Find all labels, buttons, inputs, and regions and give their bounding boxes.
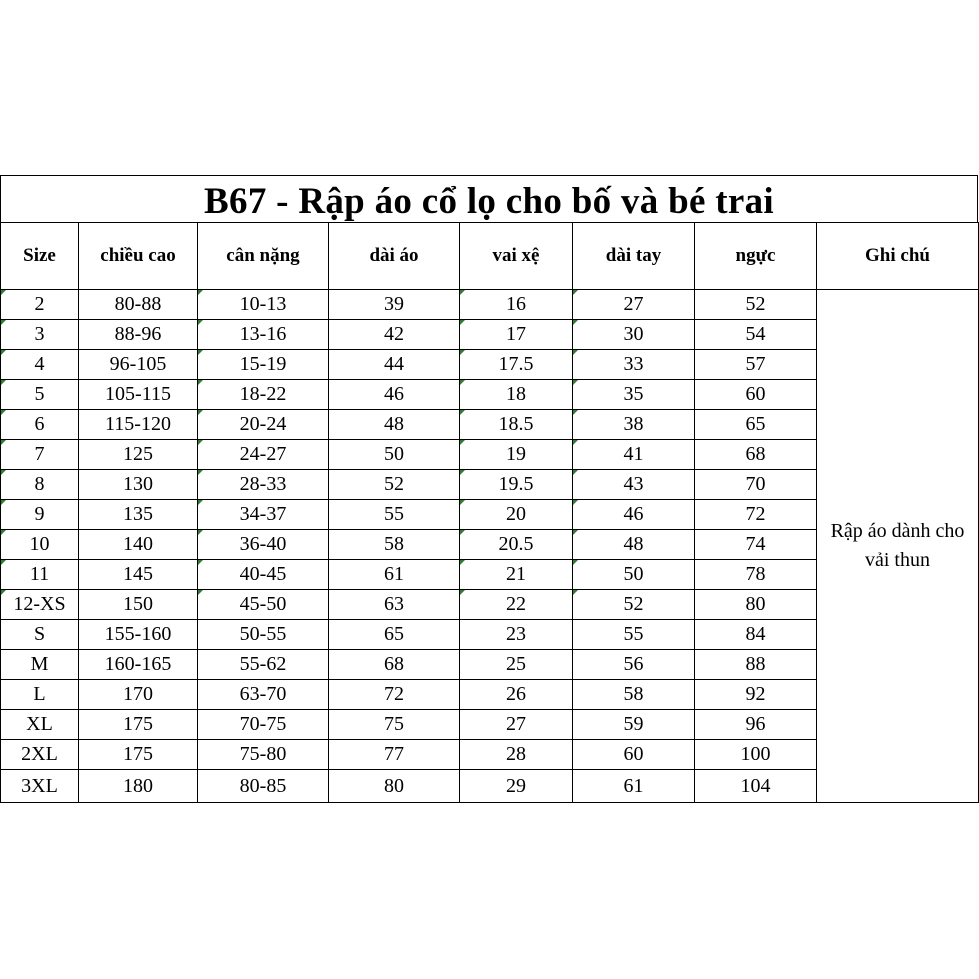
size-chart-sheet: [0, 175, 979, 805]
size-table: [0, 222, 979, 803]
height-cell: 170: [79, 680, 198, 710]
shoulder-cell: 29: [460, 770, 573, 803]
height-cell: 125: [79, 440, 198, 470]
weight-cell: 13-16: [198, 320, 329, 350]
sleeve-length-cell: 58: [573, 680, 695, 710]
height-cell: 88-96: [79, 320, 198, 350]
size-cell: 10: [1, 530, 79, 560]
size-cell: L: [1, 680, 79, 710]
weight-cell: 40-45: [198, 560, 329, 590]
height-cell: 150: [79, 590, 198, 620]
table-row: [1, 290, 979, 320]
weight-cell: 20-24: [198, 410, 329, 440]
weight-cell: 80-85: [198, 770, 329, 803]
sleeve-length-cell: 38: [573, 410, 695, 440]
shoulder-cell: 20: [460, 500, 573, 530]
chest-cell: 65: [695, 410, 817, 440]
chart-title: B67 - Rập áo cổ lọ cho bố và bé trai: [204, 180, 774, 222]
shirt-length-cell: 75: [329, 710, 460, 740]
note-text: Rập áo dành cho vải thun: [830, 520, 965, 571]
chest-cell: 78: [695, 560, 817, 590]
shoulder-cell: 18.5: [460, 410, 573, 440]
chest-cell: 104: [695, 770, 817, 803]
weight-cell: 55-62: [198, 650, 329, 680]
height-cell: 180: [79, 770, 198, 803]
size-cell: 3XL: [1, 770, 79, 803]
shirt-length-cell: 80: [329, 770, 460, 803]
sleeve-length-cell: 33: [573, 350, 695, 380]
sleeve-length-cell: 50: [573, 560, 695, 590]
sleeve-length-cell: 41: [573, 440, 695, 470]
shirt-length-cell: 44: [329, 350, 460, 380]
header-shoulder: vai xệ: [460, 223, 573, 290]
weight-cell: 24-27: [198, 440, 329, 470]
weight-cell: 36-40: [198, 530, 329, 560]
shirt-length-cell: 68: [329, 650, 460, 680]
weight-cell: 28-33: [198, 470, 329, 500]
size-cell: M: [1, 650, 79, 680]
size-cell: S: [1, 620, 79, 650]
sleeve-length-cell: 46: [573, 500, 695, 530]
shoulder-cell: 20.5: [460, 530, 573, 560]
chest-cell: 80: [695, 590, 817, 620]
sleeve-length-cell: 30: [573, 320, 695, 350]
weight-cell: 63-70: [198, 680, 329, 710]
sleeve-length-cell: 55: [573, 620, 695, 650]
table-body: [1, 290, 979, 803]
shoulder-cell: 26: [460, 680, 573, 710]
size-cell: 7: [1, 440, 79, 470]
size-cell: 12-XS: [1, 590, 79, 620]
height-cell: 175: [79, 740, 198, 770]
chest-cell: 96: [695, 710, 817, 740]
height-cell: 145: [79, 560, 198, 590]
shirt-length-cell: 77: [329, 740, 460, 770]
sleeve-length-cell: 35: [573, 380, 695, 410]
shoulder-cell: 22: [460, 590, 573, 620]
sleeve-length-cell: 56: [573, 650, 695, 680]
header-weight: cân nặng: [198, 223, 329, 290]
shoulder-cell: 21: [460, 560, 573, 590]
sleeve-length-cell: 59: [573, 710, 695, 740]
size-cell: 4: [1, 350, 79, 380]
size-cell: 6: [1, 410, 79, 440]
size-cell: 3: [1, 320, 79, 350]
shirt-length-cell: 61: [329, 560, 460, 590]
shirt-length-cell: 52: [329, 470, 460, 500]
chest-cell: 54: [695, 320, 817, 350]
shirt-length-cell: 48: [329, 410, 460, 440]
size-cell: 8: [1, 470, 79, 500]
weight-cell: 45-50: [198, 590, 329, 620]
weight-cell: 15-19: [198, 350, 329, 380]
weight-cell: 50-55: [198, 620, 329, 650]
weight-cell: 10-13: [198, 290, 329, 320]
height-cell: 115-120: [79, 410, 198, 440]
weight-cell: 18-22: [198, 380, 329, 410]
header-row: [1, 223, 979, 290]
shoulder-cell: 28: [460, 740, 573, 770]
height-cell: 135: [79, 500, 198, 530]
weight-cell: 70-75: [198, 710, 329, 740]
shirt-length-cell: 72: [329, 680, 460, 710]
weight-cell: 75-80: [198, 740, 329, 770]
sleeve-length-cell: 43: [573, 470, 695, 500]
note-cell: [817, 290, 979, 803]
shirt-length-cell: 39: [329, 290, 460, 320]
chest-cell: 88: [695, 650, 817, 680]
chest-cell: 100: [695, 740, 817, 770]
shoulder-cell: 25: [460, 650, 573, 680]
chest-cell: 70: [695, 470, 817, 500]
title-row: [0, 175, 978, 222]
shoulder-cell: 27: [460, 710, 573, 740]
size-cell: 2XL: [1, 740, 79, 770]
sleeve-length-cell: 52: [573, 590, 695, 620]
height-cell: 130: [79, 470, 198, 500]
shoulder-cell: 19.5: [460, 470, 573, 500]
header-shirt-length: dài áo: [329, 223, 460, 290]
size-cell: 11: [1, 560, 79, 590]
height-cell: 175: [79, 710, 198, 740]
size-cell: 9: [1, 500, 79, 530]
header-note: Ghi chú: [817, 223, 979, 290]
chest-cell: 84: [695, 620, 817, 650]
header-height: chiều cao: [79, 223, 198, 290]
height-cell: 96-105: [79, 350, 198, 380]
shoulder-cell: 17.5: [460, 350, 573, 380]
shirt-length-cell: 42: [329, 320, 460, 350]
chest-cell: 74: [695, 530, 817, 560]
header-sleeve-length: dài tay: [573, 223, 695, 290]
height-cell: 155-160: [79, 620, 198, 650]
shirt-length-cell: 46: [329, 380, 460, 410]
shirt-length-cell: 55: [329, 500, 460, 530]
chest-cell: 52: [695, 290, 817, 320]
shirt-length-cell: 63: [329, 590, 460, 620]
header-size: Size: [1, 223, 79, 290]
shirt-length-cell: 65: [329, 620, 460, 650]
chest-cell: 72: [695, 500, 817, 530]
chest-cell: 57: [695, 350, 817, 380]
sleeve-length-cell: 61: [573, 770, 695, 803]
sleeve-length-cell: 60: [573, 740, 695, 770]
shirt-length-cell: 58: [329, 530, 460, 560]
header-chest: ngực: [695, 223, 817, 290]
height-cell: 160-165: [79, 650, 198, 680]
size-cell: 5: [1, 380, 79, 410]
size-cell: XL: [1, 710, 79, 740]
shoulder-cell: 19: [460, 440, 573, 470]
weight-cell: 34-37: [198, 500, 329, 530]
shoulder-cell: 18: [460, 380, 573, 410]
shoulder-cell: 16: [460, 290, 573, 320]
size-cell: 2: [1, 290, 79, 320]
shirt-length-cell: 50: [329, 440, 460, 470]
height-cell: 105-115: [79, 380, 198, 410]
chest-cell: 92: [695, 680, 817, 710]
shoulder-cell: 23: [460, 620, 573, 650]
shoulder-cell: 17: [460, 320, 573, 350]
height-cell: 80-88: [79, 290, 198, 320]
sleeve-length-cell: 27: [573, 290, 695, 320]
chest-cell: 60: [695, 380, 817, 410]
sleeve-length-cell: 48: [573, 530, 695, 560]
chest-cell: 68: [695, 440, 817, 470]
height-cell: 140: [79, 530, 198, 560]
